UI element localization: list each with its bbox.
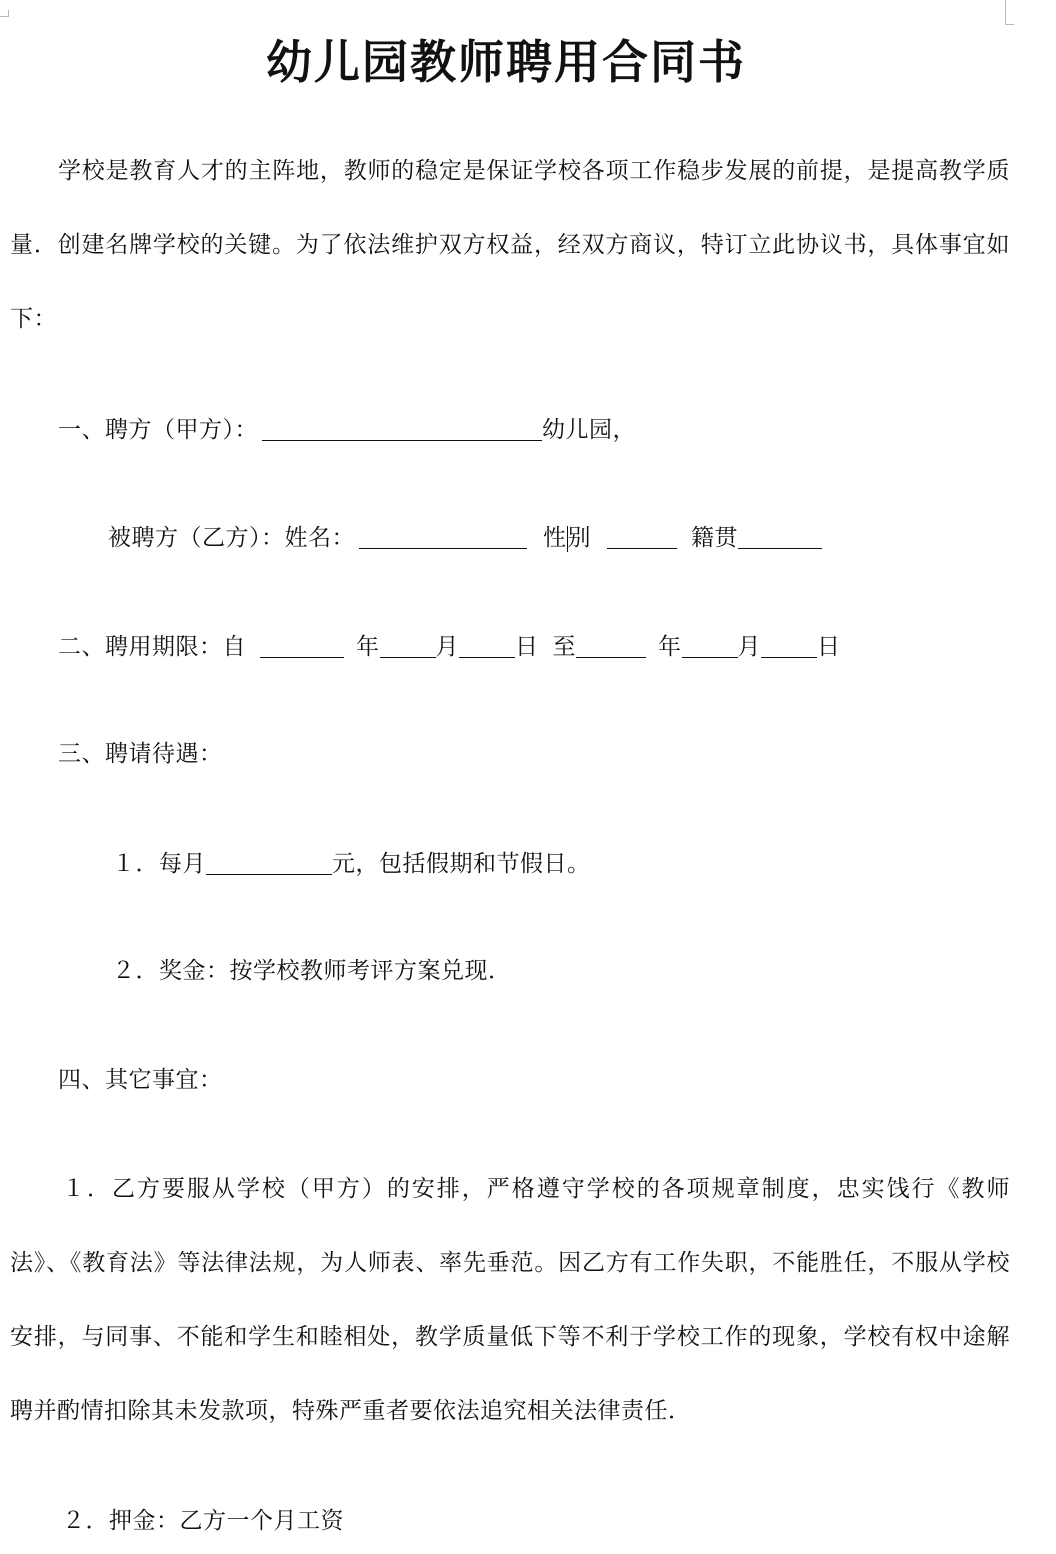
- start-month-label: 月: [435, 634, 459, 660]
- document-title: 幼儿园教师聘用合同书: [266, 35, 746, 89]
- section3-item2: ２．奖金：按学校教师考评方案兑现．: [112, 958, 512, 984]
- start-year-blank[interactable]: [260, 631, 344, 658]
- origin-label: 籍贯: [691, 525, 738, 551]
- page-corner-mark-left: [0, 10, 9, 17]
- section1-label: 一、聘方（甲方）：: [58, 417, 258, 443]
- end-day-blank[interactable]: [761, 631, 817, 658]
- section2-label: 二、聘用期限：自: [58, 634, 246, 660]
- monthly-salary-prefix: １．每月: [112, 851, 206, 877]
- section1-employer-line: [58, 414, 636, 445]
- start-day-label: 日: [515, 634, 539, 660]
- monthly-salary-blank[interactable]: [206, 848, 332, 875]
- section1-employee-line: [108, 522, 822, 553]
- intro-paragraph: 学校是教育人才的主阵地，教师的稳定是保证学校各项工作稳步发展的前提，是提高教学质量．创建名牌学校的关键。为了依法维护双方权益，经双方商议，特订立此协议书，具体事宜如下：: [10, 158, 1010, 332]
- end-year-blank[interactable]: [576, 631, 646, 658]
- party-b-name-label: 被聘方（乙方）：姓名：: [108, 525, 355, 551]
- gender-label-part1: 性: [543, 525, 567, 551]
- section4-item1-paragraph: １．乙方要服从学校（甲方）的安排，严格遵守学校的各项规章制度，忠实饯行《教师法》、《教育法》等法律法规，为人师表、率先垂范。因乙方有工作失职，不能胜任，不服从学校安排，与同事、不能和学生和睦相处，教学质量低下等不利于学校工作的现象，学校有权中途解聘并酌情扣除其未发款项，特殊严重者要依法追究相关法律责任．: [10, 1176, 1010, 1424]
- section3-item1-line: [112, 848, 591, 879]
- start-month-blank[interactable]: [380, 631, 436, 658]
- end-month-blank[interactable]: [682, 631, 738, 658]
- end-day-label: 日: [817, 634, 841, 660]
- origin-blank[interactable]: [738, 522, 822, 549]
- gender-blank[interactable]: [607, 522, 677, 549]
- section4-label: 四、其它事宜：: [58, 1067, 223, 1093]
- section2-period-line: [58, 631, 841, 662]
- monthly-salary-suffix: 元，包括假期和节假日。: [332, 851, 591, 877]
- employer-name-blank[interactable]: [262, 414, 542, 441]
- start-year-label: 年: [356, 634, 380, 660]
- kindergarten-suffix: 幼儿园，: [542, 417, 636, 443]
- gender-label-part2: 别: [567, 525, 591, 551]
- employee-name-blank[interactable]: [359, 522, 527, 549]
- end-month-label: 月: [737, 634, 761, 660]
- to-label: 至: [552, 634, 576, 660]
- end-year-label: 年: [658, 634, 682, 660]
- page-corner-mark-right: [1005, 0, 1014, 25]
- section3-label: 三、聘请待遇：: [58, 741, 223, 767]
- start-day-blank[interactable]: [459, 631, 515, 658]
- section4-item2: ２．押金：乙方一个月工资: [62, 1508, 344, 1534]
